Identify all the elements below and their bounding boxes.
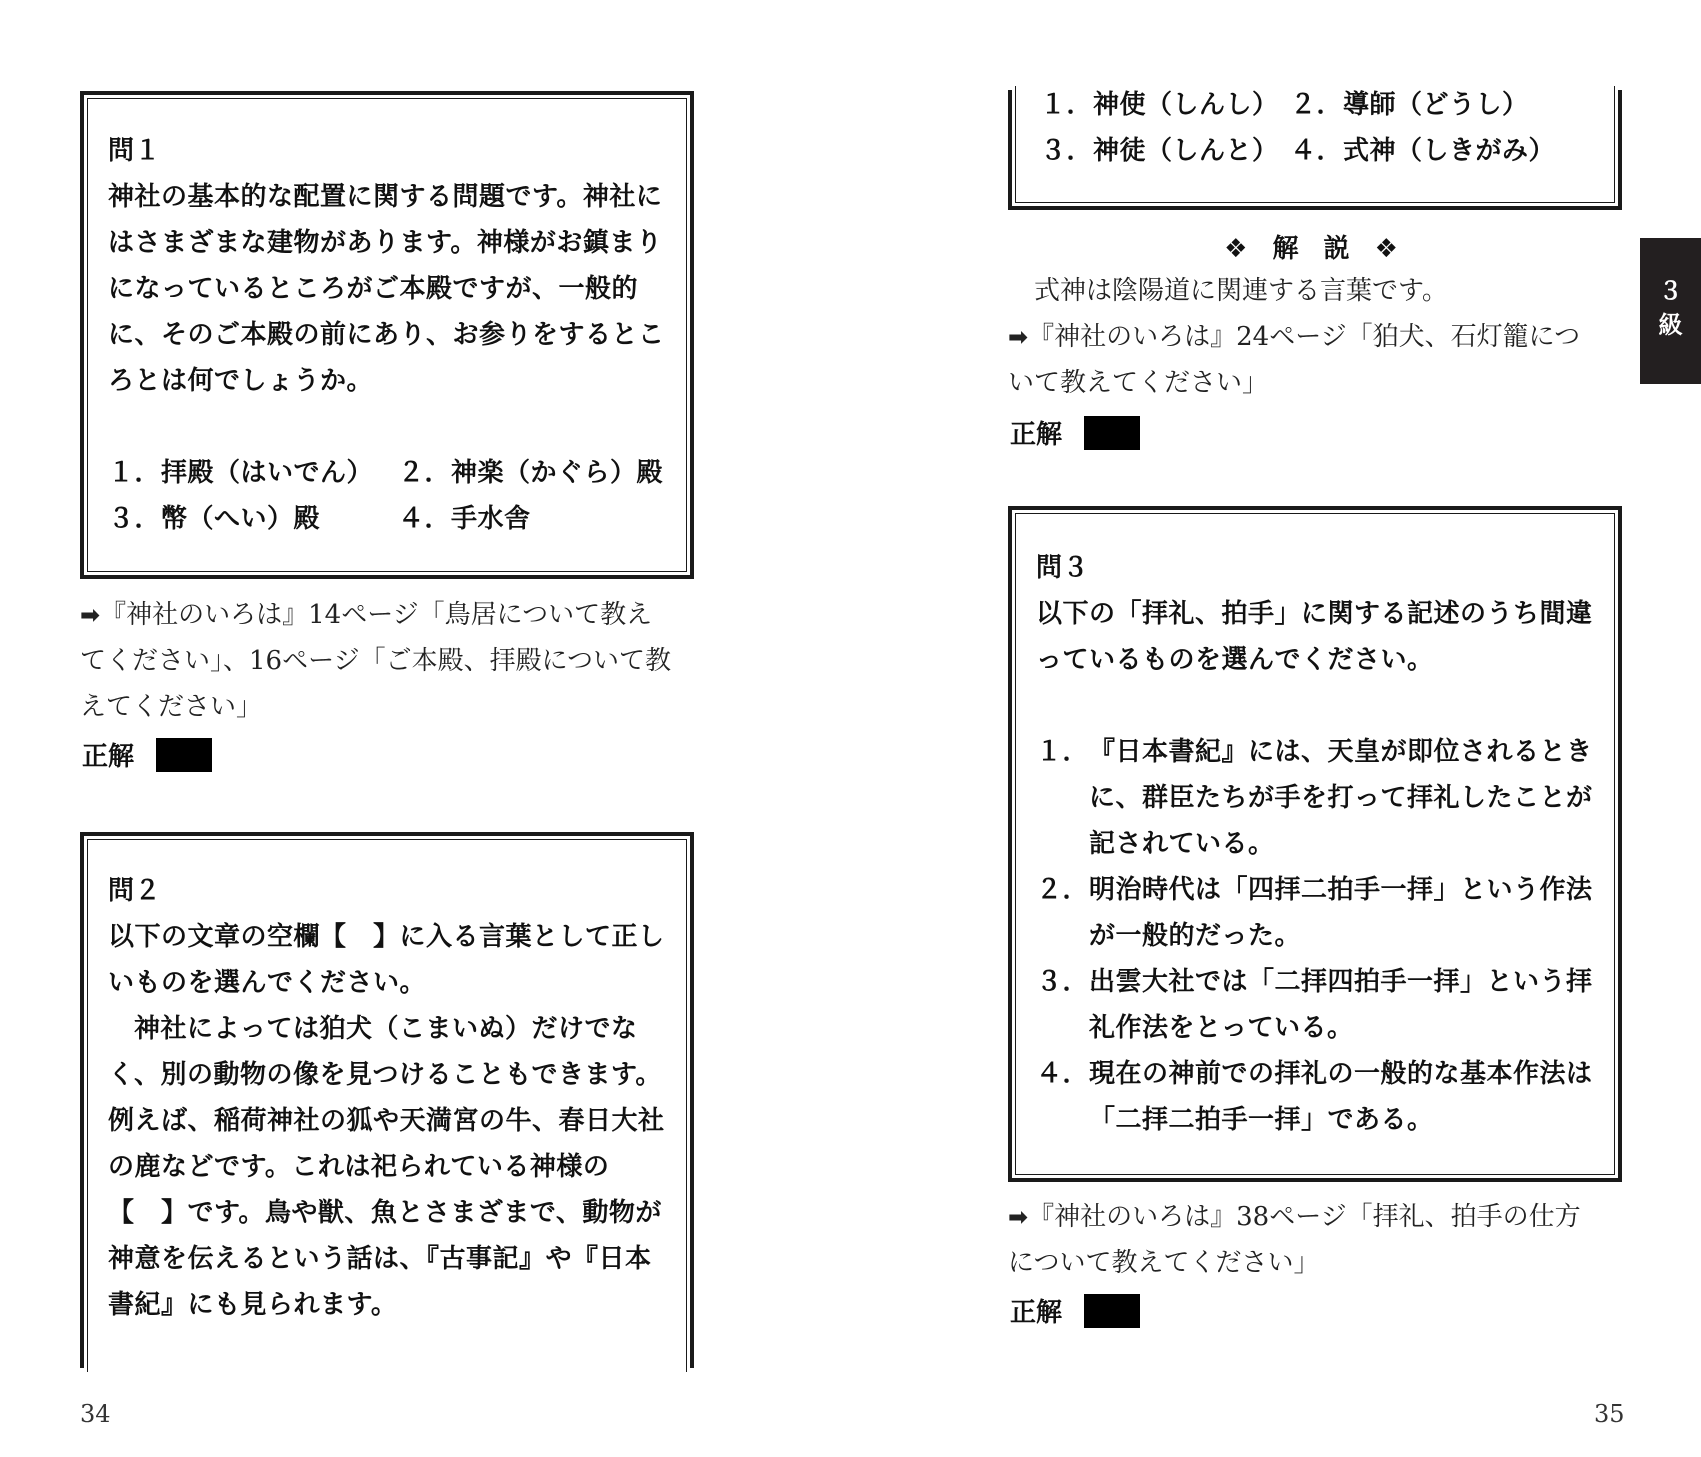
option-number: ３．: [1036, 967, 1090, 997]
question-1-option-4: ４．手水舎: [398, 504, 531, 534]
question-1-text: 神社の基本的な配置に関する問題です。神社にはさまざまな建物があります。神様がお鎮まりになっているところがご本殿ですが、一般的に、そのご本殿の前にあり、お参りをするところとは何でしょうか。: [108, 182, 665, 396]
question-3-options: [1036, 729, 1602, 1143]
question-2-option-2: ２．導師（どうし）: [1290, 90, 1529, 120]
reference-line: 『神社のいろは』24ページ「狛犬、石灯籠につ: [1028, 322, 1581, 352]
question-3-option: [1036, 867, 1602, 959]
question-2-content: [108, 868, 670, 1328]
question-2-options: [1040, 82, 1600, 174]
kaisetsu-body: 式神は陰陽道に関連する言葉です。: [1034, 276, 1448, 306]
question-1-option-2: ２．神楽（かぐら）殿: [398, 458, 664, 488]
reference-line: えてください」: [80, 692, 263, 722]
question-1-options-row-1: [108, 450, 670, 496]
answer-redaction-box: [1084, 416, 1140, 450]
grade-side-tab: [1640, 238, 1701, 384]
arrow-right-icon: ➡: [1008, 323, 1029, 351]
option-number: ４．: [1036, 1059, 1090, 1089]
question-2-intro: 以下の文章の空欄【 】に入る言葉として正しいものを選んでください。: [108, 922, 665, 998]
question-3-heading: 問３: [1036, 553, 1090, 583]
question-1-option-3: ３．幣（へい）殿: [108, 504, 321, 534]
grade-tab-label: 級: [1658, 311, 1683, 339]
option-number: １．: [1036, 737, 1090, 767]
question-3-option: [1036, 729, 1602, 867]
option-text: 出雲大社では「二拝四拍手一拝」という拝礼作法をとっている。: [1089, 967, 1593, 1043]
reference-line: 『神社のいろは』38ページ「拝礼、拍手の仕方: [1028, 1202, 1581, 1232]
page-number-right: 35: [1594, 1400, 1625, 1428]
question-1-option-1: １．拝殿（はいでん）: [108, 458, 374, 488]
option-text: 明治時代は「四拝二拍手一拝」という作法が一般的だった。: [1089, 875, 1593, 951]
answer-redaction-box: [156, 738, 212, 772]
kaisetsu-heading: ❖ 解 説 ❖: [1224, 234, 1406, 264]
reference-line: 『神社のいろは』14ページ「鳥居について教え: [100, 600, 653, 630]
question-3-reference: [1008, 1194, 1638, 1286]
grade-tab-number: ３: [1658, 277, 1683, 305]
question-2-option-3: ３．神徒（しんと）: [1040, 136, 1279, 166]
option-number: ２．: [1036, 875, 1090, 905]
arrow-right-icon: ➡: [80, 601, 101, 629]
page-number-left: 34: [80, 1400, 111, 1428]
question-1-options-row-2: [108, 496, 670, 542]
reference-line: いて教えてください」: [1008, 368, 1269, 398]
question-2-heading: 問２: [108, 876, 162, 906]
question-2-option-4: ４．式神（しきがみ）: [1290, 136, 1556, 166]
answer-label: 正解: [1010, 1298, 1063, 1328]
option-text: 現在の神前での拝礼の一般的な基本作法は「二拝二拍手一拝」である。: [1089, 1059, 1593, 1135]
question-2-option-1: １．神使（しんし）: [1040, 90, 1279, 120]
kaisetsu-text: [1008, 268, 1622, 406]
answer-redaction-box: [1084, 1294, 1140, 1328]
question-3-option: [1036, 959, 1602, 1051]
reference-line: について教えてください」: [1008, 1248, 1320, 1278]
question-1-heading: 問１: [108, 136, 162, 166]
question-3-answer: [1010, 1292, 1140, 1329]
question-3-content: [1036, 545, 1602, 1143]
question-1-reference: [80, 592, 710, 730]
reference-line: てください」、16ページ「ご本殿、拝殿について教: [80, 646, 672, 676]
question-3-option: [1036, 1051, 1602, 1143]
question-2-passage: 神社によっては狛犬（こまいぬ）だけでなく、別の動物の像を見つけることもできます。例えば、稲荷神社の狐や天満宮の牛、春日大社の鹿などです。これは祀られている神様の【 】です。鳥や獣、魚とさまざまで、動物が神意を伝えるという話は、『古事記』や『日本書紀』にも見られます。: [108, 1014, 665, 1320]
question-1-content: [108, 128, 670, 542]
arrow-right-icon: ➡: [1008, 1203, 1029, 1231]
question-3-intro: 以下の「拝礼、拍手」に関する記述のうち間違っているものを選んでください。: [1036, 599, 1593, 675]
answer-label: 正解: [1010, 420, 1063, 450]
question-2-answer: [1010, 414, 1140, 451]
option-text: 『日本書紀』には、天皇が即位されるときに、群臣たちが手を打って拝礼したことが記されている。: [1089, 737, 1593, 859]
question-1-answer: [82, 736, 212, 773]
answer-label: 正解: [82, 742, 135, 772]
